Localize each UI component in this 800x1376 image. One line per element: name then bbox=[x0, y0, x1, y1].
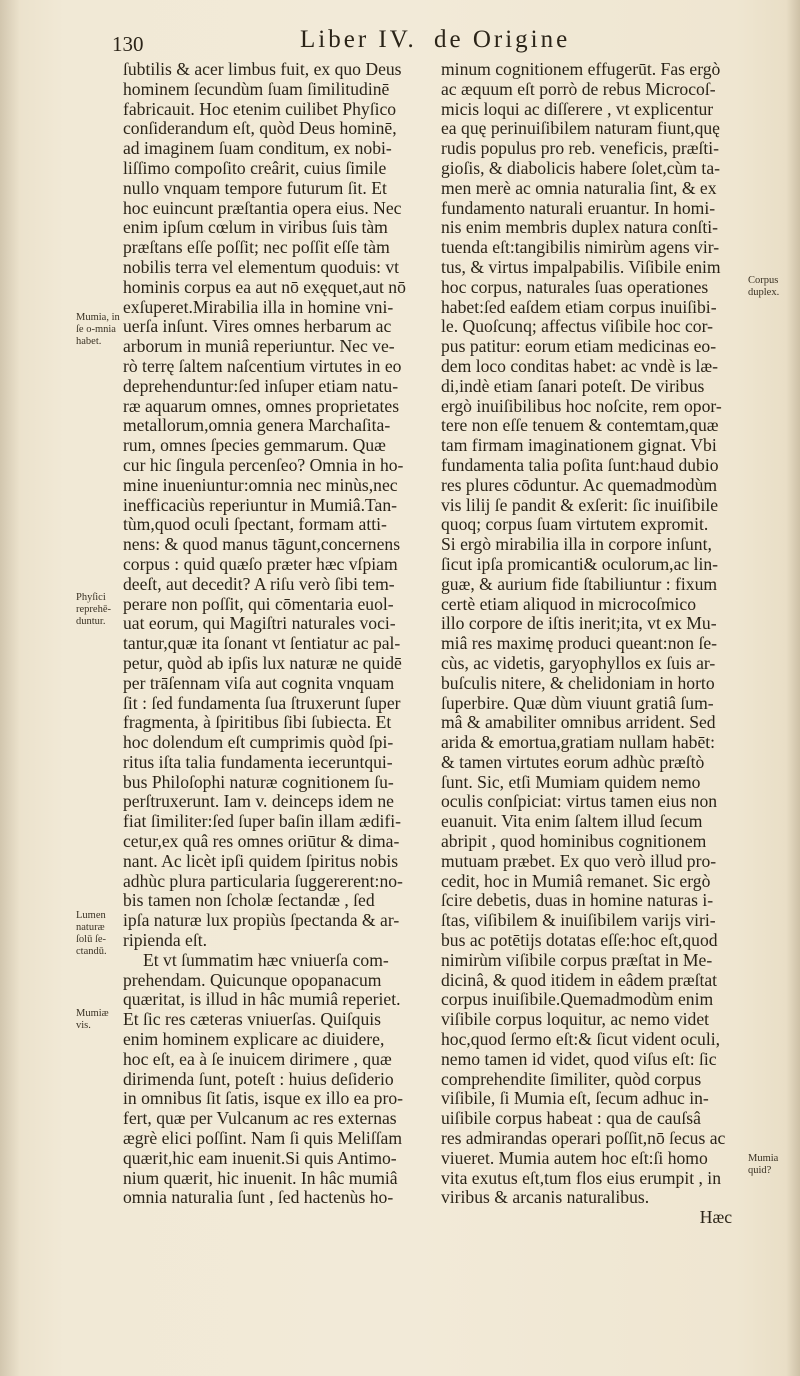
text-line: euanuit. Vita enim ſaltem illud ſecum bbox=[441, 812, 703, 832]
text-line: ſcire debetis, duas in homine naturas i- bbox=[441, 891, 714, 911]
text-line: le. Quoſcunq; affectus viſibile hoc cor- bbox=[441, 317, 713, 337]
text-line: in omnibus ſit ſatis, isque ex illo ea pro- bbox=[123, 1089, 403, 1109]
text-line: illo corpore de iſtis inerit;ita, vt ex Mu- bbox=[441, 614, 717, 634]
text-line: arborum in muniâ reperiuntur. Nec ve- bbox=[123, 337, 395, 357]
running-head-left: Liber IV. bbox=[300, 26, 417, 53]
text-line: guæ, & aurium fide ſtabiliuntur : fixum bbox=[441, 574, 718, 594]
text-line: fragmenta, à ſpiritibus ſibi ſubiecta. Et bbox=[123, 713, 392, 733]
text-line: tantur,quæ ita ſonant vt ſentiatur ac pal- bbox=[123, 634, 401, 654]
text-line: miâ res maximę produci queant:non ſe- bbox=[441, 634, 718, 654]
text-line: micis loqui ac diſſerere , vt explicentur bbox=[441, 99, 714, 119]
text-line: cetur,ex quâ res omnes oriūtur & dima- bbox=[123, 832, 400, 852]
text-line: deeſt, aut decedit? A riſu verò ſibi tem- bbox=[123, 574, 395, 594]
text-line: tam firmam imaginationem gignat. Vbi bbox=[441, 436, 717, 456]
text-line: corpus inuiſibile.Quemadmodùm enim bbox=[441, 990, 714, 1010]
text-line: res plures cōduntur. Ac quemadmodùm bbox=[441, 475, 718, 495]
text-line: certè etiam aliquod in microcoſmico bbox=[441, 594, 697, 614]
text-line: cedit, hoc in Mumiâ remanet. Sic ergò bbox=[441, 871, 711, 891]
margin-note-left: Lumen naturæ ſolū ſe-ctandū. bbox=[76, 910, 107, 957]
margin-note-left: Mumia, in ſe o-mnia habet. bbox=[76, 312, 120, 347]
text-line: hominem ſecundùm ſuam ſimilitudinē bbox=[123, 79, 390, 99]
text-line: rum, omnes ſpecies gemmarum. Quæ bbox=[123, 436, 386, 456]
text-line: dicinâ, & quod itidem in eâdem præſtat bbox=[441, 970, 718, 990]
text-line: tere non eſſe tenuem & contemtam,quæ bbox=[441, 416, 719, 436]
text-line: ſubtilis & acer limbus fuit, ex quo Deus bbox=[123, 60, 402, 79]
text-line: adhùc plura particularia ſuggererent:no- bbox=[123, 871, 403, 891]
text-line: ergò inuiſibilibus hoc noſcite, rem opor- bbox=[441, 396, 722, 416]
text-line: uerſa inſunt. Vires omnes herbarum ac bbox=[123, 317, 392, 337]
text-line: mine inueniuntur:omnia nec minùs,nec bbox=[123, 475, 398, 495]
text-line: arida & emortua,gratiam nullam habēt: bbox=[441, 733, 716, 753]
text-line: uat eorum, qui Magiſtri naturales voci- bbox=[123, 614, 396, 634]
text-line: petur, quòd ab ipſis lux naturæ ne quidē bbox=[123, 653, 402, 673]
text-line: omnia naturalia ſunt , ſed hactenùs ho- bbox=[123, 1188, 394, 1208]
text-line: gioſis, & diabolicis habere ſolet,cùm ta- bbox=[441, 158, 720, 178]
text-line: ſuperbire. Quæ dùm viuunt gratiâ ſum- bbox=[441, 693, 714, 713]
page-number: 130 bbox=[112, 32, 144, 56]
text-line: nobilis terra vel elementum quoduis: vt bbox=[123, 257, 400, 277]
catchword: Hæc bbox=[699, 1208, 732, 1228]
text-line: bus Philoſophi naturæ cognitionem ſu- bbox=[123, 772, 394, 792]
text-line: liſſimo compoſito creârit, cuius ſimile bbox=[123, 158, 387, 178]
text-line: hoc,quod ſermo eſt:& ſicut vident oculi, bbox=[441, 1030, 721, 1050]
text-line: nens: & quod manus tāgunt,concernens bbox=[123, 535, 401, 555]
text-line: viſibile corpus loquitur, ac nemo videt bbox=[441, 1010, 710, 1030]
text-line: fiat ſimiliter:ſed ſuper baſin illam ædifi- bbox=[123, 812, 402, 832]
text-line: Et ſic res cæteras vniuerſas. Quiſquis bbox=[123, 1010, 381, 1030]
text-line: & tamen virtutes eorum adhùc præſtò bbox=[441, 752, 705, 772]
text-line: Et vt ſummatim hæc vniuerſa com- bbox=[143, 950, 389, 970]
text-line: ritus iſta talia fundamenta ieceruntqui- bbox=[123, 752, 393, 772]
text-line: Si ergò mirabilia illa in corpore inſunt, bbox=[441, 535, 712, 555]
text-line: viſibile, ſi Mumia eſt, ſecum adhuc in- bbox=[441, 1089, 709, 1109]
text-line: deprehenduntur:ſed inſuper etiam natu- bbox=[123, 376, 399, 396]
margin-note-right: Mumia quid? bbox=[748, 1153, 779, 1176]
text-line: ſicut ipſa promicanti& oculorum,ac lin- bbox=[441, 554, 719, 574]
text-line: nullo vnquam tempore futurum ſit. Et bbox=[123, 178, 387, 198]
text-line: uiſibile corpus habeat : qua de cauſsâ bbox=[441, 1109, 701, 1129]
margin-note-left: Phyſici reprehē-duntur. bbox=[76, 592, 111, 627]
text-line: hoc eſt, ea à ſe inuicem dirimere , quæ bbox=[123, 1049, 392, 1069]
text-line: corpus : quid quæſo præter hæc vſpiam bbox=[123, 554, 398, 574]
text-line: fabricauit. Hoc etenim cuilibet Phyſico bbox=[123, 99, 397, 119]
text-line: ægrè elici poſſint. Nam ſi quis Meliſſam bbox=[123, 1129, 403, 1149]
margin-note-left: Mumiæ vis. bbox=[76, 1008, 109, 1031]
text-line: hominis corpus ea aut nō exęquet,aut nō bbox=[123, 277, 406, 297]
text-line: men merè ac omnia naturalia ſint, & ex bbox=[441, 178, 717, 198]
text-line: nium quærit, hic inuenit. In hâc mumiâ bbox=[123, 1168, 398, 1188]
text-line: conſiderandum eſt, quòd Deus hominē, bbox=[123, 119, 397, 139]
right-text-column bbox=[441, 60, 744, 1228]
text-line: prehendam. Quicunque opopanacum bbox=[123, 970, 382, 990]
text-line: hoc corpus, naturales ſuas operationes bbox=[441, 277, 709, 297]
text-line: ripienda eſt. bbox=[123, 931, 208, 951]
text-line: quærit,hic eam inuenit.Si quis Antimo- bbox=[123, 1148, 397, 1168]
text-line: comprehendite ſimiliter, quòd corpus bbox=[441, 1069, 702, 1089]
text-line: ræ aquarum omnes, omnes proprietates bbox=[123, 396, 400, 416]
text-line: minum cognitionem effugerūt. Fas ergò bbox=[441, 60, 721, 79]
text-line: tùm,quod oculi ſpectant, formam atti- bbox=[123, 515, 387, 535]
text-line: rò terrę ſaltem naſcentium virtutes in eo bbox=[123, 356, 402, 376]
text-line: ſit : ſed fundamenta ſua ſtruxerunt ſuper bbox=[123, 693, 401, 713]
text-line: vita exutus eſt,tum flos eius erumpit , in bbox=[441, 1168, 721, 1188]
text-line: dirimenda ſunt, poteſt : huius deſiderio bbox=[123, 1069, 394, 1089]
text-line: nemo tamen id videt, quod viſus eſt: ſic bbox=[441, 1049, 717, 1069]
text-line: cùs, ac videtis, garyophyllos ex ſuis ar- bbox=[441, 653, 716, 673]
text-line: fundamento naturali eruantur. In homi- bbox=[441, 198, 716, 218]
text-line: exſuperet.Mirabilia illa in homine vni- bbox=[123, 297, 394, 317]
text-line: fert, quæ per Vulcanum ac res externas bbox=[123, 1109, 397, 1129]
text-line: mâ & amabiliter omnibus arrident. Sed bbox=[441, 713, 716, 733]
text-line: ſunt. Sic, etſi Mumiam quidem nemo bbox=[441, 772, 701, 792]
text-line: tus, & virtus impalpabilis. Viſibile enim bbox=[441, 257, 721, 277]
text-line: dem loco conditas habet: ac vndè is læ- bbox=[441, 356, 719, 376]
text-line: ac æquum eſt porrò de rebus Microcoſ- bbox=[441, 79, 716, 99]
text-line: fundamenta talia poſita ſunt:haud dubio bbox=[441, 455, 719, 475]
text-line: di,indè etiam ſanari poteſt. De viribus bbox=[441, 376, 705, 396]
text-line: ſtas, viſibilem & inuiſibilem varijs viri- bbox=[441, 911, 716, 931]
text-line: rudis populus pro reb. veneficis, præſti- bbox=[441, 139, 720, 159]
text-line: perare non poſſit, qui cōmentaria euol- bbox=[123, 594, 394, 614]
page-header bbox=[112, 26, 672, 56]
text-line: enim ipſum cœlum in viribus ſuis tàm bbox=[123, 218, 388, 238]
text-line: nis enim membris duplex natura conſti- bbox=[441, 218, 719, 238]
text-line: ea quę perinuiſibilem naturam fiunt,quę bbox=[441, 119, 720, 139]
text-line: cur hic ſingula percenſeo? Omnia in ho- bbox=[123, 455, 404, 475]
text-line: quæritat, is illud in hâc mumiâ reperiet. bbox=[123, 990, 401, 1010]
text-line: bis tamen non ſcholæ ſectandæ , ſed bbox=[123, 891, 375, 911]
page-gutter-shadow bbox=[0, 0, 20, 1376]
text-line: perſtruxerunt. Iam v. deinceps idem ne bbox=[123, 792, 394, 812]
text-line: oculis conſpiciat: virtus tamen eius non bbox=[441, 792, 718, 812]
text-line: viribus & arcanis naturalibus. bbox=[441, 1188, 650, 1208]
text-line: ad imaginem ſuam conditum, ex nobi- bbox=[123, 139, 392, 159]
margin-note-right: Corpus duplex. bbox=[748, 275, 780, 298]
text-line: nimirùm viſibile corpus præſtat in Me- bbox=[441, 950, 713, 970]
text-line: hoc dolendum eſt cumprimis quòd ſpi- bbox=[123, 733, 394, 753]
text-line: præſtans eſſe poſſit; nec poſſit eſſe tàm bbox=[123, 238, 390, 258]
text-line: vis lilij ſe pandit & exſerit: ſic inuiſibile bbox=[441, 495, 719, 515]
text-line: buſculis nitere, & chelidoniam in horto bbox=[441, 673, 715, 693]
text-line: hoc euincunt præſtantia opera eius. Nec bbox=[123, 198, 402, 218]
left-text-column bbox=[123, 60, 423, 1208]
running-head-right: de Origine bbox=[434, 26, 571, 53]
text-line: abripit , quod hominibus cognitionem bbox=[441, 832, 707, 852]
text-line: enim hominem explicare ac diuidere, bbox=[123, 1030, 385, 1050]
text-line: inefficaciùs reperiuntur in Mumiâ.Tan- bbox=[123, 495, 397, 515]
text-line: ipſa naturæ lux propiùs ſpectanda & ar- bbox=[123, 911, 400, 931]
text-line: metallorum,omnia genera Marchaſita- bbox=[123, 416, 391, 436]
text-line: habet:ſed eaſdem etiam corpus inuiſibi- bbox=[441, 297, 717, 317]
text-line: quoq; corpus ſuam virtutem expromit. bbox=[441, 515, 709, 535]
text-line: res admirandas operari poſſit,nō ſecus ac bbox=[441, 1129, 726, 1149]
text-line: nant. Ac licèt ipſi quidem ſpiritus nobis bbox=[123, 851, 399, 871]
text-line: per trāſennam viſa aut cognita vnquam bbox=[123, 673, 395, 693]
text-line: mutuam præbet. Ex quo verò illud pro- bbox=[441, 851, 717, 871]
text-line: bus ac potētijs dotatas eſſe:hoc eſt,quod bbox=[441, 931, 718, 951]
text-line: pus patitur: eorum etiam medicinas eo- bbox=[441, 337, 717, 357]
text-line: tuenda eſt:tangibilis nimirùm agens vir- bbox=[441, 238, 720, 258]
text-line: viueret. Mumia autem hoc eſt:ſi homo bbox=[441, 1148, 708, 1168]
